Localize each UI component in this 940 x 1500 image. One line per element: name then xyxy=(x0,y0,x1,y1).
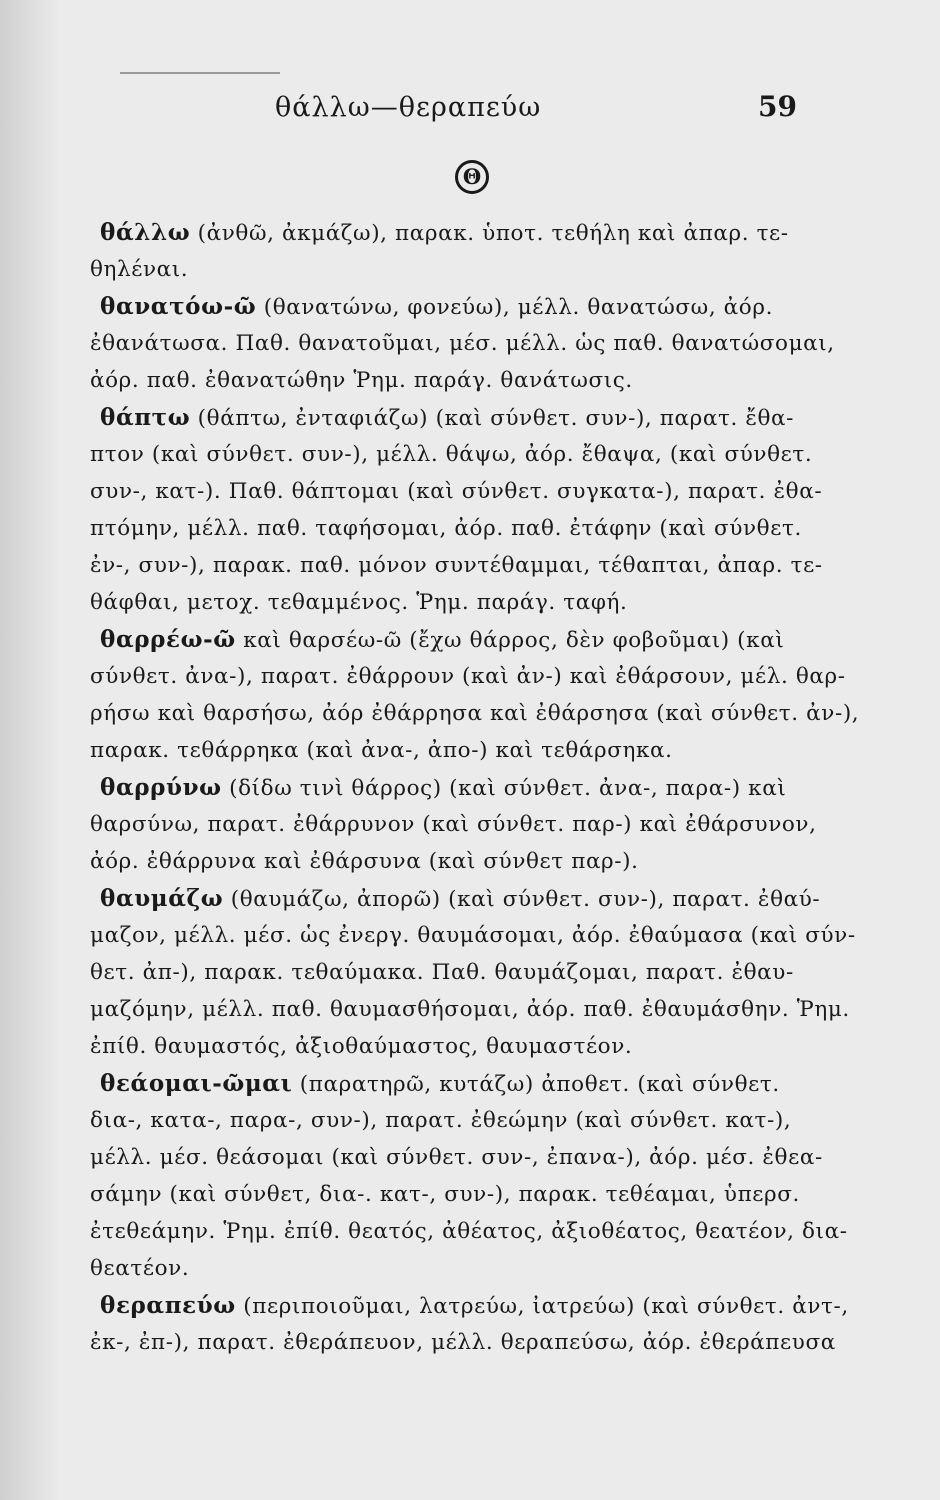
entry-headword: θανατόω-ῶ xyxy=(100,293,257,320)
entry-text: σύνθετ. ἀνα-), παρατ. ἐθάρρουν (καὶ ἀν-) καὶ ἐθάρσουν, μέλ. θαρ- xyxy=(90,664,846,689)
entry-text: (θανατώνω, φονεύω), μέλλ. θανατώσω, ἀόρ. xyxy=(256,295,774,320)
entry-text: θάφθαι, μετοχ. τεθαμμένος. Ῥημ. παράγ. ταφή. xyxy=(90,590,628,615)
entry-line xyxy=(90,251,790,288)
entry-text: μαζον, μέλλ. μέσ. ὡς ἐνεργ. θαυμάσομαι, ἀόρ. ἐθαύμασα (καὶ σύν- xyxy=(90,923,856,948)
entry-line xyxy=(90,732,790,769)
entry-text: (δίδω τινὶ θάρρος) (καὶ σύνθετ. ἀνα-, παρα-) καὶ xyxy=(221,776,787,801)
dictionary-entry xyxy=(90,880,856,1065)
entry-text: (παρατηρῶ, κυτάζω) ἀποθετ. (καὶ σύνθετ. xyxy=(292,1072,780,1097)
page-number: 59 xyxy=(758,90,797,123)
entry-text: μαζόμην, μέλλ. παθ. θαυμασθήσομαι, ἀόρ. παθ. ἐθαυμάσθην. Ῥημ. xyxy=(90,997,850,1022)
entry-line xyxy=(90,547,823,584)
entry-text: θετ. ἀπ-), παρακ. τεθαύμακα. Παθ. θαυμάζομαι, παρατ. ἐθαυ- xyxy=(90,960,794,985)
dictionary-entry xyxy=(90,769,817,880)
entry-text: (περιποιοῦμαι, λατρεύω, ἰατρεύω) (καὶ σύνθετ. ἀντ-, xyxy=(235,1294,849,1319)
entry-text: θηλέναι. xyxy=(90,257,189,282)
entry-line xyxy=(90,362,790,399)
entry-first-line xyxy=(90,1287,849,1324)
entry-line xyxy=(90,954,794,991)
dictionary-entry xyxy=(90,1287,849,1361)
entry-text: δια-, κατα-, παρα-, συν-), παρατ. ἐθεώμην (καὶ σύνθετ. κατ-), xyxy=(90,1108,792,1133)
entry-text: μέλλ. μέσ. θεάσομαι (καὶ σύνθετ. συν-, ἐπανα-), ἀόρ. μέσ. ἐθεα- xyxy=(90,1145,823,1170)
entry-headword: θεάομαι-ῶμαι xyxy=(100,1070,293,1097)
entry-text: (θάπτω, ἐνταφιάζω) (καὶ σύνθετ. συν-), παρατ. ἔθα- xyxy=(190,406,795,431)
entry-line xyxy=(90,325,835,362)
entries-body xyxy=(90,214,860,1361)
dictionary-entry xyxy=(90,214,790,288)
entry-text: παρακ. τεθάρρηκα (καὶ ἀνα-, ἀπο-) καὶ τεθάρσηκα. xyxy=(90,738,673,763)
entry-first-line xyxy=(90,880,821,917)
entry-first-line xyxy=(90,769,790,806)
entry-text: (θαυμάζω, ἀπορῶ) (καὶ σύνθετ. συν-), παρατ. ἐθαύ- xyxy=(223,887,821,912)
entry-line xyxy=(90,1250,790,1287)
page-edge-shadow xyxy=(0,0,60,1500)
entry-first-line xyxy=(90,214,790,251)
entry-line xyxy=(90,473,823,510)
entry-line xyxy=(90,510,802,547)
entry-text: ἐκ-, ἐπ-), παρατ. ἐθεράπευον, μέλλ. θεραπεύσω, ἀόρ. ἐθεράπευσα xyxy=(90,1330,836,1355)
entry-first-line xyxy=(90,621,790,658)
entry-headword: θαρρέω-ῶ xyxy=(100,626,236,653)
entry-first-line xyxy=(90,1065,790,1102)
entry-text: θαρσύνω, παρατ. ἐθάρρυνον (καὶ σύνθετ. παρ-) καὶ ἐθάρσυνον, xyxy=(90,812,817,837)
dictionary-entry xyxy=(90,288,835,399)
entry-headword: θάλλω xyxy=(100,219,191,246)
dictionary-entry xyxy=(90,621,860,769)
entry-line xyxy=(90,658,846,695)
entry-line xyxy=(90,695,860,732)
entry-text: ἀόρ. ἐθάρρυνα καὶ ἐθάρσυνα (καὶ σύνθετ παρ-). xyxy=(90,849,639,874)
entry-line xyxy=(90,1139,823,1176)
entry-line xyxy=(90,584,790,621)
entry-line xyxy=(90,1324,836,1361)
entry-text: ἐτεθεάμην. Ῥημ. ἐπίθ. θεατός, ἀθέατος, ἀξιοθέατος, θεατέον, δια- xyxy=(90,1219,848,1244)
entry-first-line xyxy=(90,399,795,436)
entry-text: πτον (καὶ σύνθετ. συν-), μέλλ. θάψω, ἀόρ. ἔθαψα, (καὶ σύνθετ. xyxy=(90,442,813,467)
entry-line xyxy=(90,843,790,880)
entry-text: σάμην (καὶ σύνθετ, δια-. κατ-, συν-), παρακ. τεθέαμαι, ὑπερσ. xyxy=(90,1182,800,1207)
entry-text: ἐθανάτωσα. Παθ. θανατοῦμαι, μέσ. μέλλ. ὡς παθ. θανατώσομαι, xyxy=(90,331,835,356)
running-head: θάλλω—θεραπεύω xyxy=(275,92,542,123)
entry-text: συν-, κατ-). Παθ. θάπτομαι (καὶ σύνθετ. συγκατα-), παρατ. ἐθα- xyxy=(90,479,823,504)
entry-line xyxy=(90,991,850,1028)
entry-headword: θαρρύνω xyxy=(100,774,222,801)
entry-text: καὶ θαρσέω-ῶ (ἔχω θάρρος, δὲν φοβοῦμαι) (καὶ xyxy=(235,628,785,653)
entry-text: ἐν-, συν-), παρακ. παθ. μόνον συντέθαμμαι, τέθαπται, ἀπαρ. τε- xyxy=(90,553,823,578)
dictionary-entry xyxy=(90,399,823,621)
top-rule xyxy=(120,72,280,74)
entry-text: πτόμην, μέλλ. παθ. ταφήσομαι, ἀόρ. παθ. ἐτάφην (καὶ σύνθετ. xyxy=(90,516,802,541)
dictionary-entry xyxy=(90,1065,848,1287)
entry-text: (ἀνθῶ, ἀκμάζω), παρακ. ὑποτ. τεθήλη καὶ ἀπαρ. τε- xyxy=(190,221,789,246)
entry-line xyxy=(90,436,813,473)
entry-text: ρήσω καὶ θαρσήσω, ἀόρ ἐθάρρησα καὶ ἐθάρσησα (καὶ σύνθετ. ἀν-), xyxy=(90,701,860,726)
section-letter: Θ xyxy=(455,160,489,194)
entry-text: ἐπίθ. θαυμαστός, ἀξιοθαύμαστος, θαυμαστέον. xyxy=(90,1034,633,1059)
entry-headword: θάπτω xyxy=(100,404,191,431)
entry-headword: θαυμάζω xyxy=(100,885,224,912)
entry-text: ἀόρ. παθ. ἐθανατώθην Ῥημ. παράγ. θανάτωσις. xyxy=(90,368,633,393)
entry-line xyxy=(90,1176,800,1213)
entry-line xyxy=(90,806,817,843)
entry-text: θεατέον. xyxy=(90,1256,190,1281)
entry-line xyxy=(90,1213,848,1250)
entry-headword: θεραπεύω xyxy=(100,1292,236,1319)
entry-first-line xyxy=(90,288,790,325)
entry-line xyxy=(90,1028,790,1065)
entry-line xyxy=(90,1102,790,1139)
entry-line xyxy=(90,917,856,954)
